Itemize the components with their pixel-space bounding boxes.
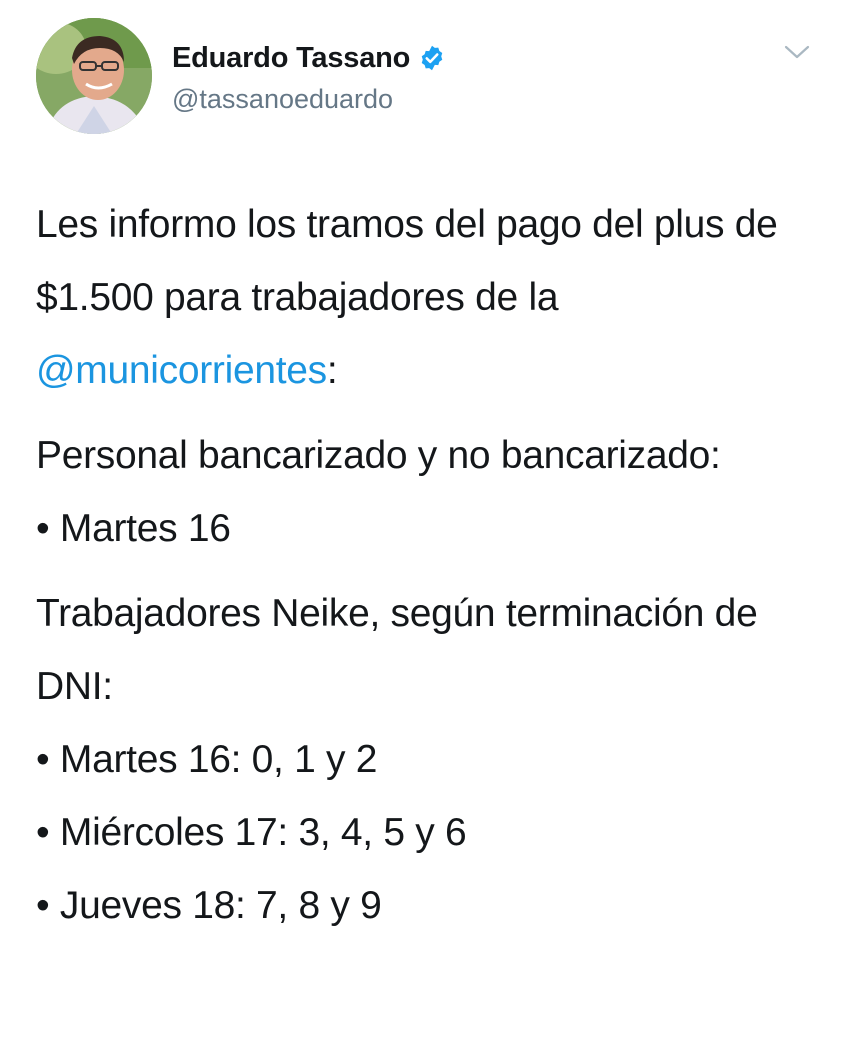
section1-heading: Personal bancarizado y no bancarizado: — [36, 434, 721, 477]
avatar[interactable] — [36, 18, 152, 134]
section2-paragraph — [36, 577, 826, 942]
display-name-row — [172, 38, 446, 78]
author-handle[interactable]: @tassanoeduardo — [172, 84, 394, 114]
mention-link[interactable]: @municorrientes — [36, 349, 327, 392]
intro-text: Les informo los tramos del pago del plus de $1.500 para trabajadores de la — [36, 203, 778, 319]
list-item: • Martes 16 — [36, 507, 231, 550]
list-item: • Martes 16: 0, 1 y 2 — [36, 738, 378, 781]
intro-paragraph — [36, 188, 826, 407]
list-item: • Miércoles 17: 3, 4, 5 y 6 — [36, 811, 467, 854]
author-names — [172, 38, 446, 115]
section1-paragraph — [36, 419, 826, 565]
list-item: • Jueves 18: 7, 8 y 9 — [36, 884, 382, 927]
tweet-text — [36, 188, 826, 942]
intro-text-end: : — [326, 349, 338, 392]
tweet-header — [36, 18, 816, 138]
profile-photo-icon — [36, 18, 152, 134]
verified-badge-icon — [418, 44, 446, 72]
section2-heading: Trabajadores Neike, según terminación de DNI: — [36, 592, 758, 708]
display-name[interactable]: Eduardo Tassano — [172, 41, 411, 74]
chevron-down-icon[interactable] — [784, 44, 810, 60]
